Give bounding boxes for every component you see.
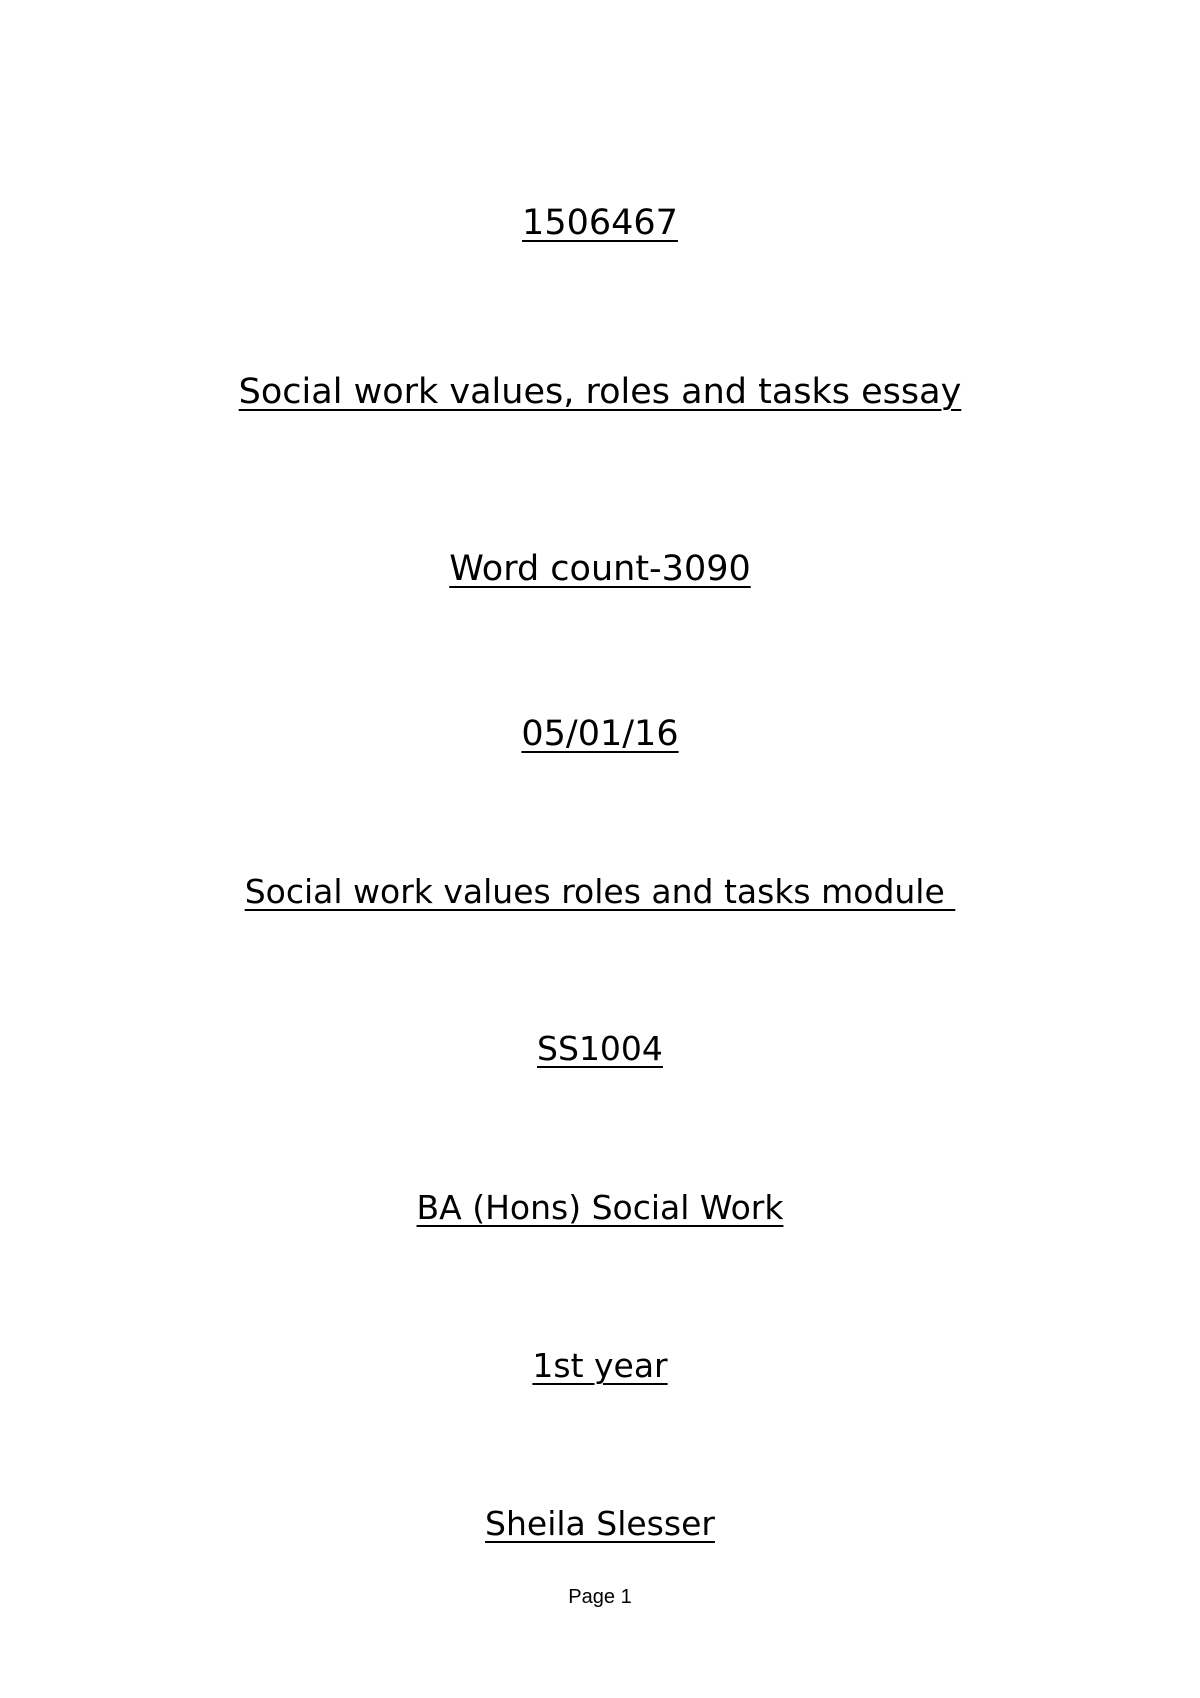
course-name: BA (Hons) Social Work bbox=[416, 1188, 784, 1227]
year-line bbox=[0, 1344, 1200, 1388]
module-name-line bbox=[0, 870, 1200, 914]
essay-title: Social work values, roles and tasks essay bbox=[238, 372, 962, 412]
page-number-footer: Page 1 bbox=[568, 1586, 632, 1608]
module-name: Social work values roles and tasks module bbox=[244, 872, 956, 911]
student-id-line bbox=[0, 201, 1200, 245]
course-line bbox=[0, 1186, 1200, 1230]
tutor-line bbox=[0, 1502, 1200, 1546]
study-year: 1st year bbox=[532, 1346, 668, 1385]
submission-date: 05/01/16 bbox=[521, 714, 679, 754]
word-count-line bbox=[0, 547, 1200, 591]
module-code: SS1004 bbox=[537, 1029, 663, 1068]
date-line bbox=[0, 712, 1200, 756]
student-id: 1506467 bbox=[522, 203, 678, 243]
essay-title-line bbox=[0, 370, 1200, 414]
module-code-line bbox=[0, 1027, 1200, 1071]
tutor-name: Sheila Slesser bbox=[485, 1504, 715, 1543]
word-count: Word count-3090 bbox=[449, 549, 751, 589]
